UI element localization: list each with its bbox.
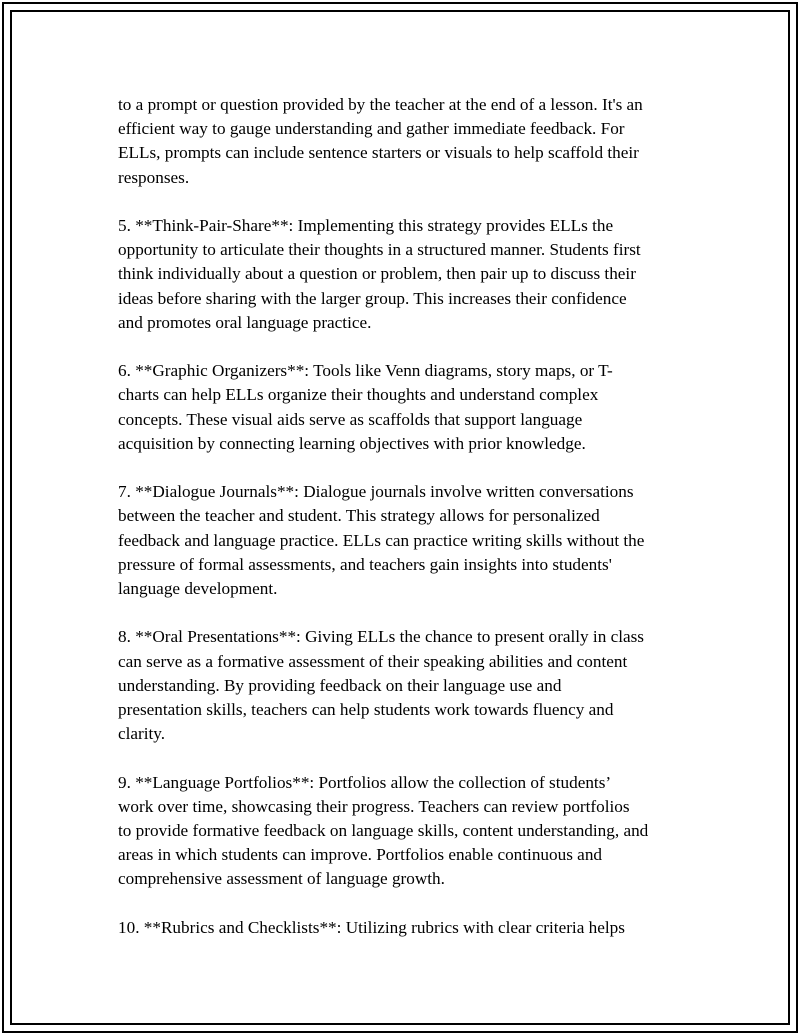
paragraph-dialogue-journals: 7. **Dialogue Journals**: Dialogue journals involve written conversations between the teacher and student. This strategy allows for personalized feedback and language practice. ELLs can practice writing skills without the pressure of formal assessments, and teachers gain insights into students' language development. — [118, 482, 645, 599]
paragraph-rubrics-checklists: 10. **Rubrics and Checklists**: Utilizing rubrics with clear criteria helps — [118, 917, 625, 937]
paragraph-language-portfolios: 9. **Language Portfolios**: Portfolios allow the collection of students’ work over time, showcasing their progress. Teachers can review portfolios to provide formative feedback on language skills, content understanding, and areas in which students can improve. Portfolios enable continuous and comprehensive assessment of language growth. — [118, 772, 649, 889]
paragraph-continuation: to a prompt or question provided by the teacher at the end of a lesson. It's an efficient way to gauge understanding and gather immediate feedback. For ELLs, prompts can include sentence starters or visuals to help scaffold their responses. — [118, 95, 643, 187]
paragraph-graphic-organizers: 6. **Graphic Organizers**: Tools like Venn diagrams, story maps, or T- charts can help ELLs organize their thoughts and understand complex concepts. These visual aids serve as scaffolds that support language acquisition by connecting learning objectives with prior knowledge. — [118, 361, 613, 453]
document-body — [118, 93, 693, 940]
paragraph-oral-presentations: 8. **Oral Presentations**: Giving ELLs the chance to present orally in class can serve as a formative assessment of their speaking abilities and content understanding. By providing feedback on their language use and presentation skills, teachers can help students work towards fluency and clarity. — [118, 627, 644, 744]
paragraph-think-pair-share: 5. **Think-Pair-Share**: Implementing this strategy provides ELLs the opportunity to articulate their thoughts in a structured manner. Students first think individually about a question or problem, then pair up to discuss their ideas before sharing with the larger group. This increases their confidence and promotes oral language practice. — [118, 216, 641, 332]
